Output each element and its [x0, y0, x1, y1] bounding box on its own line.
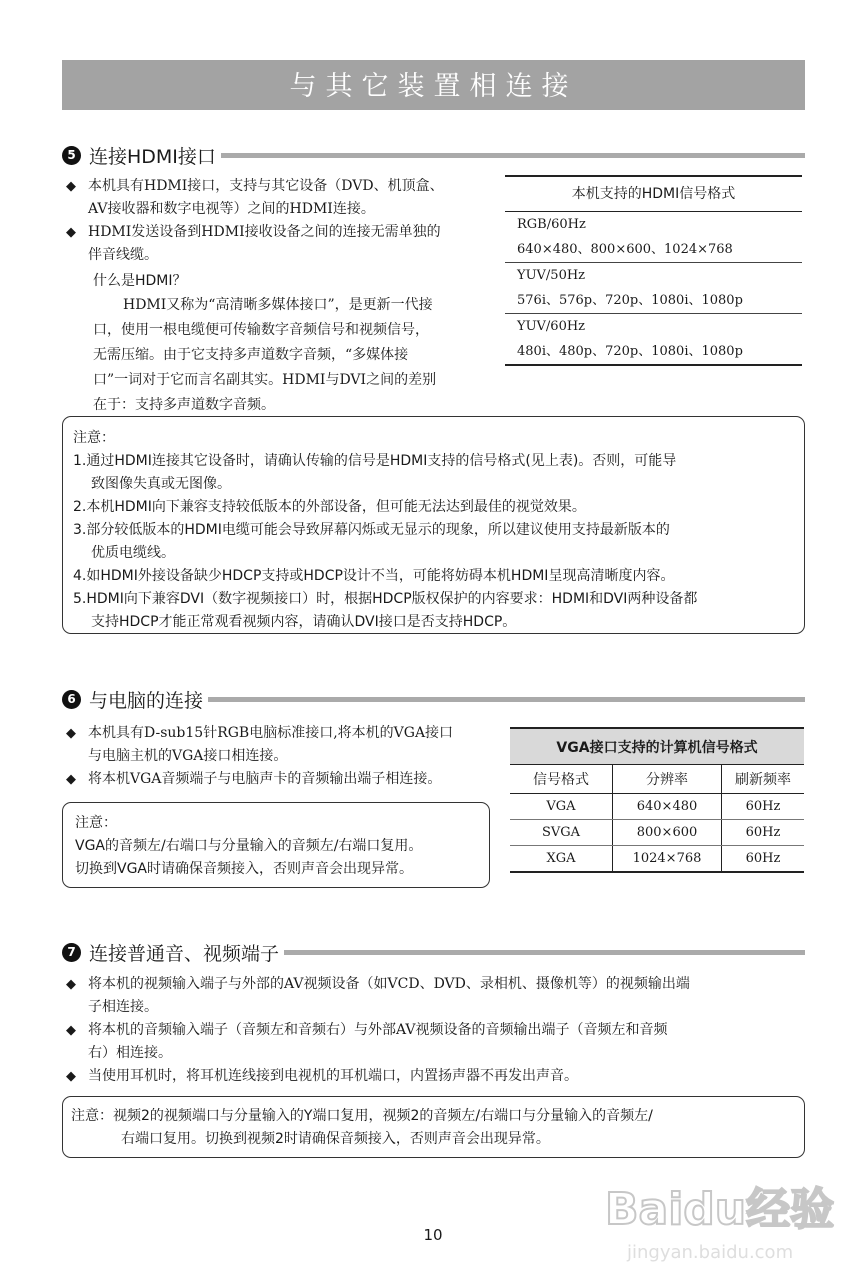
note-line: 切换到VGA时请确保音频接入，否则声音会出现异常。	[75, 861, 414, 877]
page-number: 10	[423, 1226, 443, 1244]
diamond-bullet-icon: ◆	[66, 726, 76, 741]
baidu-watermark	[595, 1166, 865, 1266]
watermark-brand: Baidu经验	[605, 1184, 835, 1235]
page-title: 与其它装置相连接	[62, 60, 805, 110]
av-bullets	[62, 973, 802, 1088]
section-av-heading	[62, 940, 805, 964]
watermark-url: jingyan.baidu.com	[627, 1242, 794, 1263]
section-number-badge: 6	[62, 690, 81, 709]
table-row-value: 480i、480p、720p、1080i、1080p	[505, 339, 802, 366]
table-row-label: YUV/50Hz	[517, 268, 586, 283]
what-is-hdmi-heading: 什么是HDMI？	[93, 273, 187, 289]
list-item: ◆ 当使用耳机时，将耳机连线接到电视机的耳机端口，内置扬声器不再发出声音。	[62, 1065, 802, 1088]
section-divider	[208, 697, 805, 702]
pc-note-box	[62, 802, 490, 888]
section-pc-heading	[62, 687, 805, 711]
note-title: 注意：	[75, 815, 117, 831]
column-header: 信号格式	[510, 765, 613, 794]
note-title: 注意：	[73, 430, 115, 446]
note-item: 1.通过HDMI连接其它设备时，请确认传输的信号是HDMI支持的信号格式(见上表)。否则，可能导 致图像失真或无图像。	[73, 453, 677, 492]
column-header: 分辨率	[613, 765, 722, 794]
diamond-bullet-icon: ◆	[66, 1023, 76, 1038]
section-number-badge: 7	[62, 943, 81, 962]
table-row-value: 576i、576p、720p、1080i、1080p	[505, 288, 802, 314]
diamond-bullet-icon: ◆	[66, 1069, 76, 1084]
table-row: XGA 1024×768 60Hz	[510, 846, 804, 873]
note-item: 5.HDMI向下兼容DVI（数字视频接口）时，根据HDCP版权保护的内容要求：HDMI和DVI两种设备都 支持HDCP才能正常观看视频内容，请确认DVI接口是否支持HDCP。	[73, 591, 698, 630]
list-item: ◆ HDMI发送设备到HDMI接收设备之间的连接无需单独的 伴音线缆。	[62, 221, 502, 267]
section-title: 与电脑的连接	[89, 689, 204, 712]
note-item: 2.本机HDMI向下兼容支持较低版本的外部设备，但可能无法达到最佳的视觉效果。	[73, 499, 586, 515]
diamond-bullet-icon: ◆	[66, 225, 76, 240]
table-row: VGA 640×480 60Hz	[510, 794, 804, 820]
section-hdmi-heading	[62, 143, 805, 167]
list-item: ◆ 将本机VGA音频端子与电脑声卡的音频输出端子相连接。	[62, 768, 502, 791]
hdmi-note-box	[62, 416, 805, 634]
table-header-row	[510, 765, 804, 794]
diamond-bullet-icon: ◆	[66, 772, 76, 787]
note-item: 3.部分较低版本的HDMI电缆可能会导致屏幕闪烁或无显示的现象，所以建议使用支持最新版本的 优质电缆线。	[73, 522, 670, 561]
diamond-bullet-icon: ◆	[66, 179, 76, 194]
table-title: 本机支持的HDMI信号格式	[505, 175, 802, 212]
hdmi-format-table	[505, 175, 802, 366]
section-divider	[221, 153, 805, 158]
table-row-label: RGB/60Hz	[517, 217, 586, 232]
list-item: ◆ 将本机的音频输入端子（音频左和音频右）与外部AV视频设备的音频输出端子（音频左和音频 右）相连接。	[62, 1019, 802, 1065]
section-title: 连接HDMI接口	[89, 145, 216, 168]
vga-format-table	[510, 727, 804, 873]
section-number-badge: 5	[62, 146, 81, 165]
table-title-row	[510, 728, 804, 765]
hdmi-bullets	[62, 175, 502, 267]
pc-bullets	[62, 722, 502, 791]
table-row: SVGA 800×600 60Hz	[510, 820, 804, 846]
table-row-value: 640×480、800×600、1024×768	[505, 237, 802, 263]
av-note-box	[62, 1096, 805, 1158]
list-item: ◆ 将本机的视频输入端子与外部的AV视频设备（如VCD、DVD、录相机、摄像机等）的视频输出端 子相连接。	[62, 973, 802, 1019]
what-is-hdmi-body: HDMI又称为“高清晰多媒体接口”，是更新一代接 口，使用一根电缆便可传输数字音频信号和视频信号， 无需压缩。由于它支持多声道数字音频，“多媒体接 口”一词对于它而言名副其实。HDMI与DVI之间的差别 在于：支持多声道数字音频。	[93, 297, 437, 413]
list-item: ◆ 本机具有HDMI接口，支持与其它设备（DVD、机顶盒、 AV接收器和数字电视等）之间的HDMI连接。	[62, 175, 502, 221]
table-row-label: YUV/60Hz	[517, 319, 586, 334]
note-item: 4.如HDMI外接设备缺少HDCP支持或HDCP设计不当，可能将妨碍本机HDMI呈现高清晰度内容。	[73, 568, 675, 584]
note-line: 右端口复用。切换到视频2时请确保音频接入，否则声音会出现异常。	[121, 1131, 550, 1147]
diamond-bullet-icon: ◆	[66, 977, 76, 992]
column-header: 刷新频率	[722, 765, 805, 794]
list-item: ◆ 本机具有D-sub15针RGB电脑标准接口,将本机的VGA接口 与电脑主机的VGA接口相连接。	[62, 722, 502, 768]
note-line: VGA的音频左/右端口与分量输入的音频左/右端口复用。	[75, 838, 423, 854]
section-divider	[284, 950, 805, 955]
note-line: 注意：视频2的视频端口与分量输入的Y端口复用，视频2的音频左/右端口与分量输入的音频左/	[71, 1108, 653, 1124]
note-title: 注意：	[71, 1108, 113, 1124]
section-title: 连接普通音、视频端子	[89, 942, 280, 965]
table-title: VGA接口支持的计算机信号格式	[510, 728, 804, 765]
baidu-paw-icon	[595, 1166, 865, 1266]
